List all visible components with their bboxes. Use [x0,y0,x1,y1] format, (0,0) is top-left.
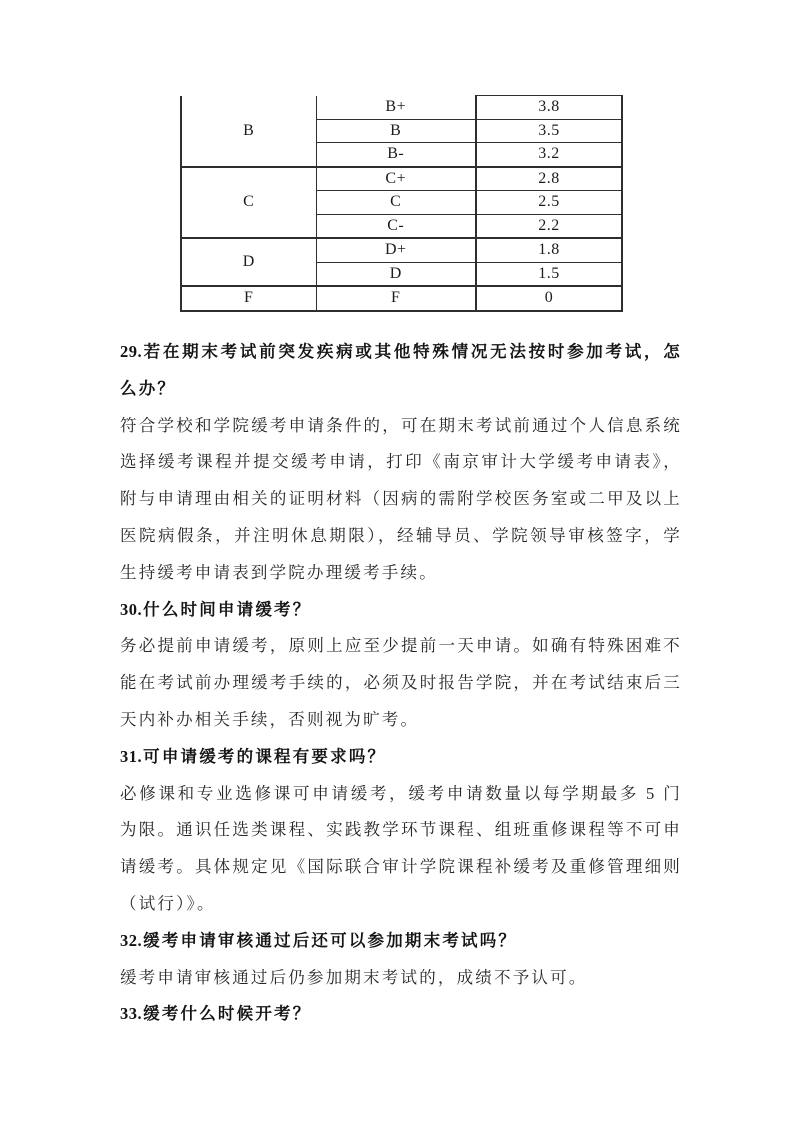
gpa-value-cell: 2.5 [476,191,622,215]
question-title: 缓考申请审核通过后还可以参加期末考试吗？ [143,930,518,950]
faq-question-29 [120,334,682,408]
faq-answer-31: 必修课和专业选修课可申请缓考，缓考申请数量以每学期最多 5 门为限。通识任选类课程、实践教学环节课程、组班重修课程等不可申请缓考。具体规定见《国际联合审计学院课程补缓考及重修管理细则（试行）》。 [120,783,682,913]
grade-group-cell: B [181,96,316,167]
table-row [181,167,622,191]
gpa-value-cell: 3.8 [476,96,622,120]
faq-answer-29: 符合学校和学院缓考申请条件的，可在期末考试前通过个人信息系统选择缓考课程并提交缓考申请，打印《南京审计大学缓考申请表》，附与申请理由相关的证明材料（因病的需附学校医务室或二甲及以上医院病假条，并注明休息期限），经辅导员、学院领导审核签字，学生持缓考申请表到学院办理缓考手续。 [120,415,682,582]
faq-question-31 [120,739,682,776]
question-number: 32. [120,930,143,950]
gpa-value-cell: 3.2 [476,143,622,167]
table-row [181,96,622,120]
question-title: 什么时间申请缓考？ [143,599,312,619]
faq-answer-32: 缓考申请审核通过后仍参加期末考试的，成绩不予认可。 [120,967,588,987]
faq-question-32 [120,923,682,960]
grade-group-cell: C [181,167,316,239]
gpa-value-cell: 2.2 [476,214,622,238]
gpa-value-cell: 3.5 [476,119,622,143]
question-title: 可申请缓考的课程有要求吗？ [143,746,387,766]
question-title: 缓考什么时候开考？ [143,1004,312,1024]
question-number: 31. [120,746,143,766]
letter-grade-cell: B [316,119,476,143]
grade-group-cell: D [181,238,316,286]
question-number: 33. [120,1004,143,1024]
gpa-value-cell: 2.8 [476,167,622,191]
gpa-value-cell: 1.8 [476,238,622,262]
table-row [181,286,622,311]
gpa-value-cell: 1.5 [476,262,622,286]
letter-grade-cell: D+ [316,238,476,262]
letter-grade-cell: C [316,191,476,215]
table-row [181,238,622,262]
letter-grade-cell: F [316,286,476,311]
gpa-value-cell: 0 [476,286,622,311]
faq-section [120,334,682,1033]
letter-grade-cell: C+ [316,167,476,191]
grade-group-cell: F [181,286,316,311]
faq-question-30 [120,592,682,629]
question-title: 若在期末考试前突发疾病或其他特殊情况无法按时参加考试，怎么办？ [120,342,682,398]
question-number: 30. [120,599,143,619]
letter-grade-cell: B- [316,143,476,167]
faq-question-33 [120,996,682,1033]
letter-grade-cell: C- [316,214,476,238]
letter-grade-cell: B+ [316,96,476,120]
letter-grade-cell: D [316,262,476,286]
faq-answer-30: 务必提前申请缓考，原则上应至少提前一天申请。如确有特殊困难不能在考试前办理缓考手续的，必须及时报告学院，并在考试结束后三天内补办相关手续，否则视为旷考。 [120,636,682,729]
gpa-table [180,95,623,312]
question-number: 29. [120,342,143,361]
